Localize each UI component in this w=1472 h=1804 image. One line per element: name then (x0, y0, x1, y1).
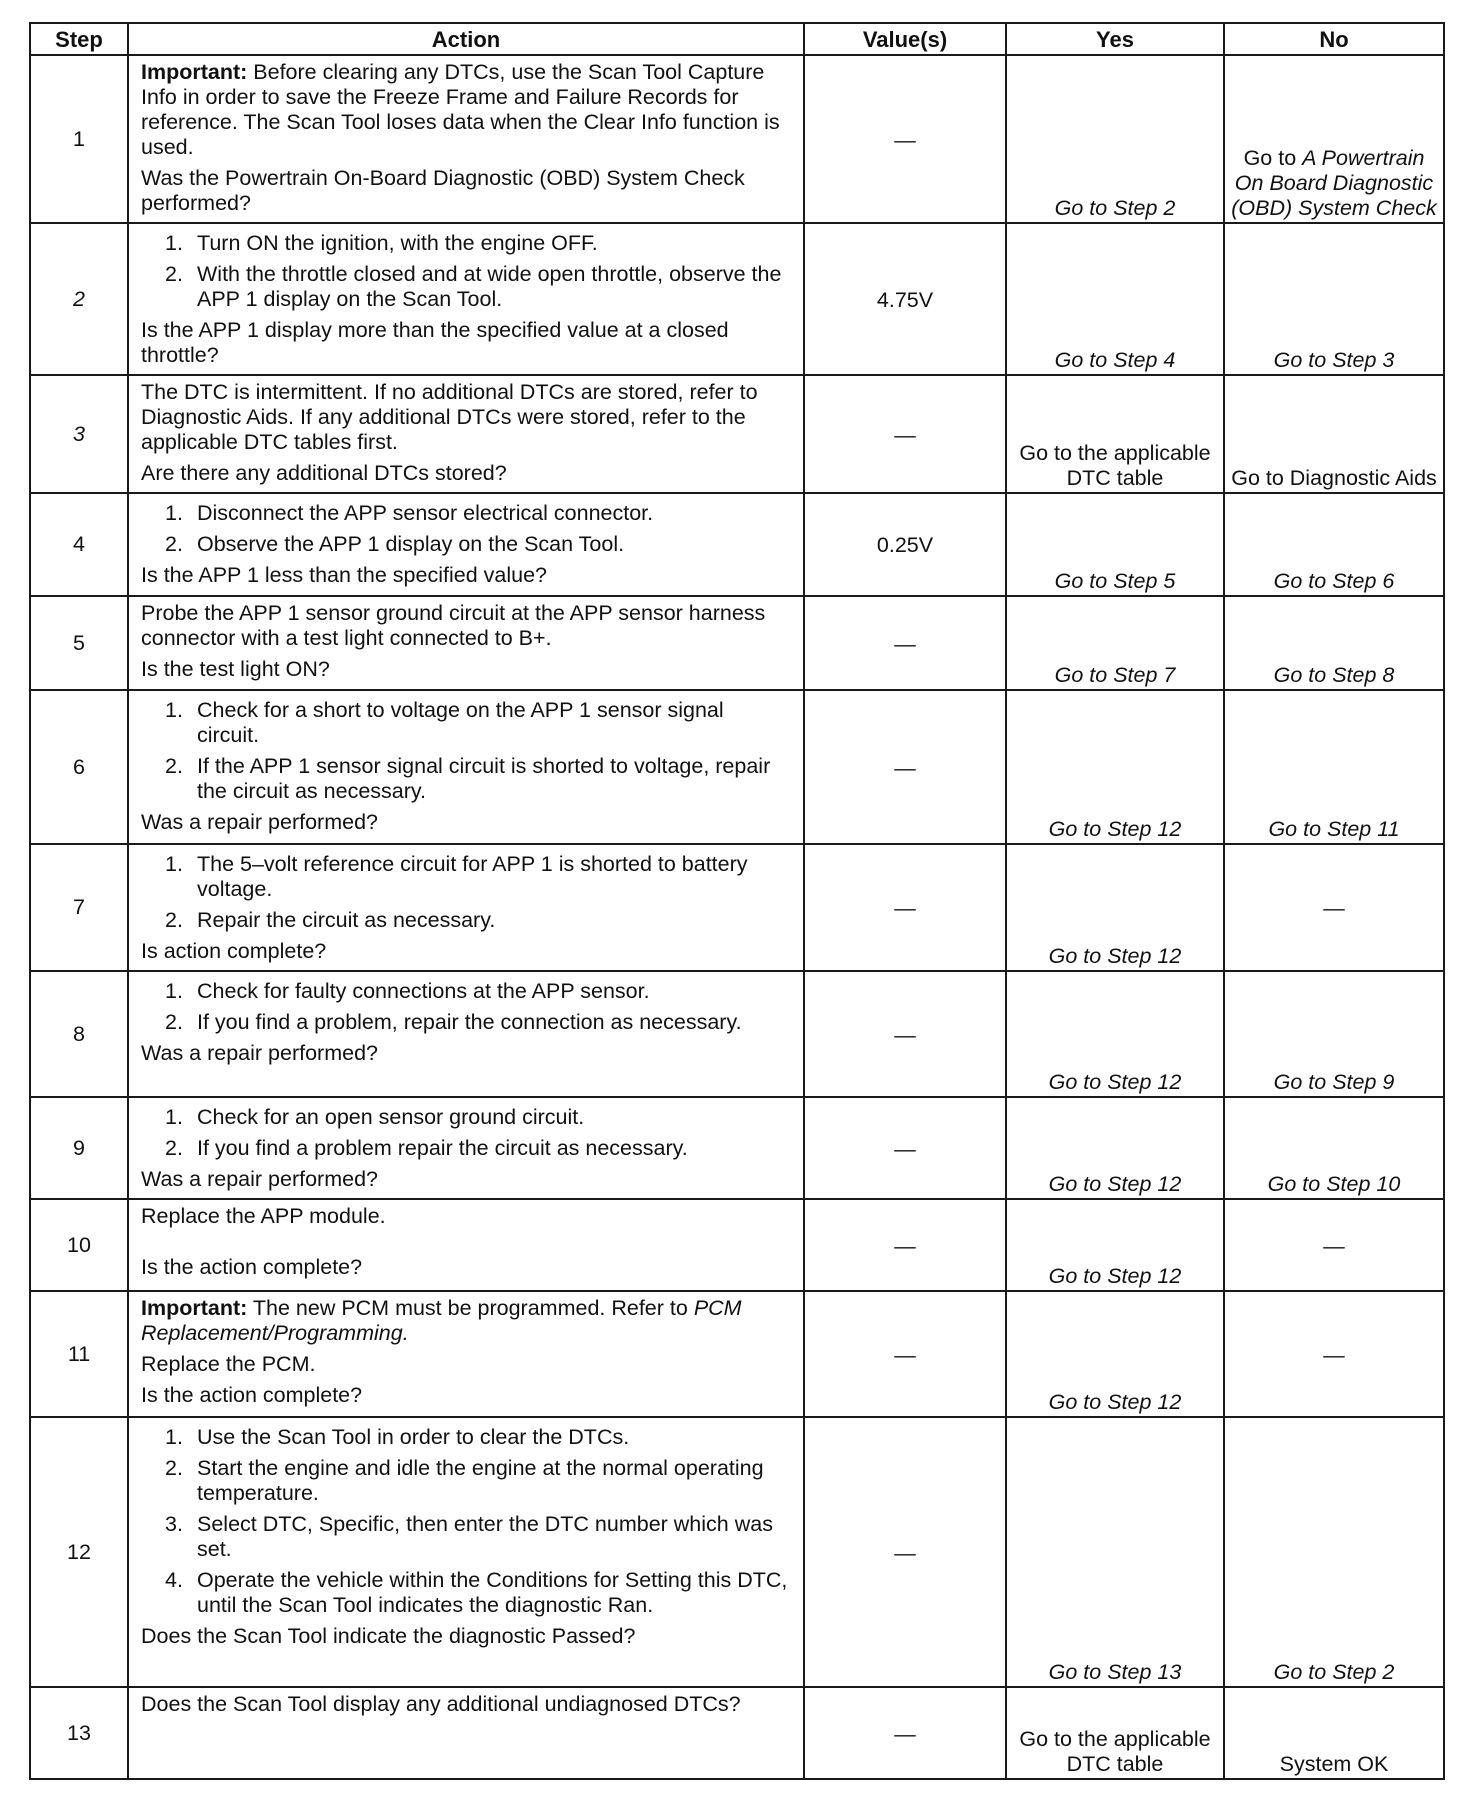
action-text: Replace the PCM. (141, 1352, 316, 1376)
list-item: 1. Check for an open sensor ground circuit. (165, 1105, 585, 1129)
table-row (30, 690, 1444, 844)
yes-link[interactable]: Go to Step 7 (1006, 596, 1224, 690)
action-cell (128, 1097, 804, 1199)
step-number: 5 (30, 596, 128, 690)
question-text: Was the Powertrain On-Board Diagnostic (OBD) System Check performed? (141, 166, 745, 215)
list-item: 2. Observe the APP 1 display on the Scan Tool. (165, 532, 625, 556)
question-text: Is the APP 1 display more than the specified value at a closed throttle? (141, 318, 729, 367)
action-cell (128, 971, 804, 1097)
step-number: 2 (30, 223, 128, 375)
action-cell (128, 596, 804, 690)
important-label: Important: (141, 60, 248, 84)
value-cell: 4.75V (804, 223, 1006, 375)
value-cell: — (804, 844, 1006, 971)
no-link[interactable] (1224, 55, 1444, 223)
important-label: Important: (141, 1296, 248, 1320)
action-cell (128, 1199, 804, 1291)
table-row (30, 596, 1444, 690)
question-text: Is action complete? (141, 939, 327, 963)
action-list (141, 1425, 791, 1618)
yes-link[interactable]: Go to Step 12 (1006, 844, 1224, 971)
list-item: 2. Start the engine and idle the engine at the normal operating temperature. (165, 1456, 764, 1505)
diagnostic-table-page (29, 22, 1443, 1780)
action-cell (128, 844, 804, 971)
value-cell: — (804, 596, 1006, 690)
action-cell (128, 375, 804, 493)
no-cell: — (1224, 844, 1444, 971)
question-text: Was a repair performed? (141, 1167, 378, 1191)
no-link[interactable]: Go to Step 9 (1224, 971, 1444, 1097)
important-text: Before clearing any DTCs, use the Scan Tool Capture Info in order to save the Freeze Frame and Failure Records for reference. The Scan Tool loses data when the Clear Info function is used. (141, 60, 780, 159)
question-text: Does the Scan Tool display any additional undiagnosed DTCs? (141, 1692, 741, 1716)
step-number: 6 (30, 690, 128, 844)
action-cell (128, 690, 804, 844)
step-number: 1 (30, 55, 128, 223)
no-link[interactable]: Go to Step 6 (1224, 493, 1444, 596)
yes-link[interactable]: Go to Step 12 (1006, 1291, 1224, 1417)
action-text: The DTC is intermittent. If no additional DTCs are stored, refer to Diagnostic Aids. If any additional DTCs were stored, refer to the applicable DTC tables first. (141, 380, 758, 454)
list-item: 1. Use the Scan Tool in order to clear the DTCs. (165, 1425, 630, 1449)
list-item: 1. Check for faulty connections at the APP sensor. (165, 979, 650, 1003)
value-cell: — (804, 1417, 1006, 1687)
table-row (30, 493, 1444, 596)
action-cell (128, 493, 804, 596)
list-item: 2. If you find a problem repair the circuit as necessary. (165, 1136, 688, 1160)
yes-link[interactable]: Go to Step 5 (1006, 493, 1224, 596)
table-row (30, 223, 1444, 375)
value-cell: 0.25V (804, 493, 1006, 596)
yes-link[interactable]: Go to Step 13 (1006, 1417, 1224, 1687)
value-cell: — (804, 1199, 1006, 1291)
step-number: 3 (30, 375, 128, 493)
step-number: 12 (30, 1417, 128, 1687)
no-link[interactable]: Go to Step 2 (1224, 1417, 1444, 1687)
diagnostic-table (29, 22, 1445, 1780)
header-yes: Yes (1006, 23, 1224, 55)
action-list (141, 501, 791, 557)
no-link-prefix: Go to (1243, 146, 1303, 170)
action-cell (128, 223, 804, 375)
no-link[interactable]: Go to Step 8 (1224, 596, 1444, 690)
yes-link[interactable]: Go to Step 12 (1006, 1097, 1224, 1199)
header-action: Action (128, 23, 804, 55)
step-number: 13 (30, 1687, 128, 1779)
value-cell: — (804, 1291, 1006, 1417)
table-row (30, 1199, 1444, 1291)
action-cell (128, 1687, 804, 1779)
action-text: Replace the APP module. (141, 1204, 386, 1228)
header-values: Value(s) (804, 23, 1006, 55)
table-row (30, 1097, 1444, 1199)
header-no: No (1224, 23, 1444, 55)
no-link-italic: A Powertrain On Board Diagnostic (OBD) System Check (1231, 146, 1437, 220)
action-list (141, 1105, 791, 1161)
list-item: 2. With the throttle closed and at wide open throttle, observe the APP 1 display on the Scan Tool. (165, 262, 782, 311)
step-number: 10 (30, 1199, 128, 1291)
no-link[interactable]: Go to Step 3 (1224, 223, 1444, 375)
yes-link[interactable]: Go to Step 4 (1006, 223, 1224, 375)
question-text: Is the action complete? (141, 1255, 363, 1279)
action-list (141, 698, 791, 804)
list-item: 1. Check for a short to voltage on the APP 1 sensor signal circuit. (165, 698, 724, 747)
list-item: 2. Repair the circuit as necessary. (165, 908, 496, 932)
step-number: 4 (30, 493, 128, 596)
important-note (141, 60, 791, 160)
table-row (30, 1687, 1444, 1779)
question-text: Is the APP 1 less than the specified value? (141, 563, 547, 587)
table-row (30, 971, 1444, 1097)
table-row (30, 1417, 1444, 1687)
value-cell: — (804, 1097, 1006, 1199)
important-italic-ref: PCM Replacement/Programming. (141, 1296, 742, 1345)
table-row (30, 55, 1444, 223)
question-text: Was a repair performed? (141, 1041, 378, 1065)
no-link[interactable]: Go to Step 10 (1224, 1097, 1444, 1199)
important-note (141, 1296, 791, 1346)
list-item: 2. If you find a problem, repair the connection as necessary. (165, 1010, 742, 1034)
step-number: 9 (30, 1097, 128, 1199)
action-cell (128, 1417, 804, 1687)
no-link[interactable]: System OK (1224, 1687, 1444, 1779)
value-cell: — (804, 375, 1006, 493)
action-list (141, 979, 791, 1035)
table-row (30, 844, 1444, 971)
value-cell: — (804, 971, 1006, 1097)
yes-link[interactable]: Go to the applicable DTC table (1006, 375, 1224, 493)
no-link[interactable]: Go to Step 11 (1224, 690, 1444, 844)
list-item: 4. Operate the vehicle within the Conditions for Setting this DTC, until the Scan Tool indicates the diagnostic Ran. (165, 1568, 788, 1617)
yes-link[interactable]: Go to Step 12 (1006, 971, 1224, 1097)
action-text: Probe the APP 1 sensor ground circuit at the APP sensor harness connector with a test light connected to B+. (141, 601, 766, 650)
action-list (141, 852, 791, 933)
step-number: 8 (30, 971, 128, 1097)
yes-link[interactable]: Go to Step 12 (1006, 690, 1224, 844)
table-row (30, 1291, 1444, 1417)
header-step: Step (30, 23, 128, 55)
question-text: Is the test light ON? (141, 657, 330, 681)
header-row (30, 23, 1444, 55)
list-item: 3. Select DTC, Specific, then enter the DTC number which was set. (165, 1512, 773, 1561)
action-cell (128, 1291, 804, 1417)
value-cell: — (804, 690, 1006, 844)
step-number: 11 (30, 1291, 128, 1417)
no-cell: — (1224, 1199, 1444, 1291)
table-row (30, 375, 1444, 493)
list-item: 1. Disconnect the APP sensor electrical connector. (165, 501, 654, 525)
yes-link[interactable]: Go to Step 12 (1006, 1199, 1224, 1291)
value-cell: — (804, 1687, 1006, 1779)
step-number: 7 (30, 844, 128, 971)
no-link[interactable]: Go to Diagnostic Aids (1224, 375, 1444, 493)
action-cell (128, 55, 804, 223)
question-text: Is the action complete? (141, 1383, 363, 1407)
action-list (141, 231, 791, 312)
question-text: Does the Scan Tool indicate the diagnostic Passed? (141, 1624, 636, 1648)
yes-link[interactable]: Go to Step 2 (1006, 55, 1224, 223)
question-text: Are there any additional DTCs stored? (141, 461, 507, 485)
value-cell: — (804, 55, 1006, 223)
no-cell: — (1224, 1291, 1444, 1417)
list-item: 1. The 5–volt reference circuit for APP 1 is shorted to battery voltage. (165, 852, 748, 901)
list-item: 1. Turn ON the ignition, with the engine OFF. (165, 231, 598, 255)
list-item: 2. If the APP 1 sensor signal circuit is shorted to voltage, repair the circuit as necessary. (165, 754, 771, 803)
important-text: The new PCM must be programmed. Refer to (247, 1296, 694, 1320)
question-text: Was a repair performed? (141, 810, 378, 834)
yes-link[interactable]: Go to the applicable DTC table (1006, 1687, 1224, 1779)
